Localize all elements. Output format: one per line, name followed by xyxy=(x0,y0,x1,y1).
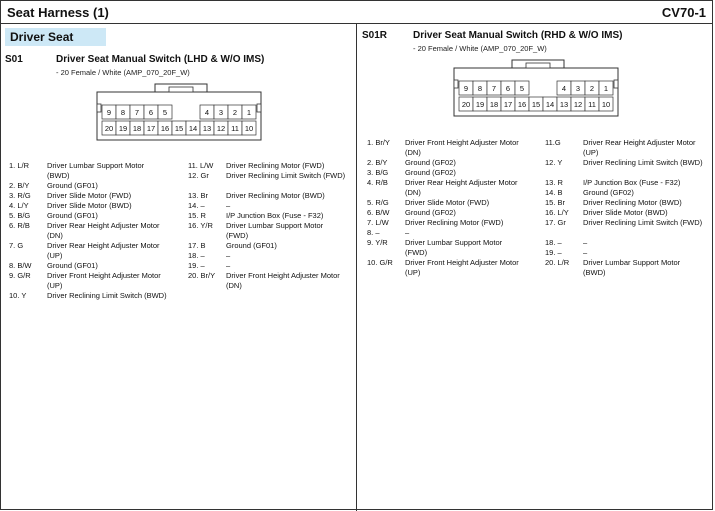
pin-label: 8 xyxy=(120,108,126,117)
column-divider xyxy=(356,24,357,511)
pin-number: 17. Gr xyxy=(545,218,566,227)
pin-label: 9 xyxy=(463,84,469,93)
pin-row xyxy=(367,168,542,178)
pin-description: Driver Lumbar Support Motor (BWD) xyxy=(47,161,145,180)
pin-label: 7 xyxy=(491,84,497,93)
pin-label: 3 xyxy=(575,84,581,93)
pin-row xyxy=(367,158,542,168)
pin-description: Driver Rear Height Adjuster Motor (UP) xyxy=(583,138,696,157)
pin-label: 16 xyxy=(517,100,527,109)
pin-number: 2. B/Y xyxy=(9,181,30,190)
pin-description: Ground (GF02) xyxy=(583,188,634,197)
pin-row xyxy=(9,211,184,221)
pin-row xyxy=(188,241,356,251)
pin-row xyxy=(188,261,356,271)
pin-number: 19. – xyxy=(545,248,562,257)
pin-number: 9. G/R xyxy=(9,271,31,280)
connector-diagram-s01 xyxy=(95,82,265,142)
pin-number: 9. Y/R xyxy=(367,238,388,247)
connector-notch xyxy=(614,80,618,88)
pin-description: Driver Reclining Motor (BWD) xyxy=(583,198,682,207)
pin-label: 1 xyxy=(246,108,252,117)
pin-label: 5 xyxy=(519,84,525,93)
pin-row xyxy=(545,258,713,278)
pin-list-s01r-right xyxy=(545,138,713,278)
pin-label: 16 xyxy=(160,124,170,133)
pin-description: Driver Reclining Motor (FWD) xyxy=(405,218,504,227)
pin-description: Driver Front Height Adjuster Motor (UP) xyxy=(47,271,161,290)
pin-label: 15 xyxy=(174,124,184,133)
pin-number: 13. R xyxy=(545,178,563,187)
pin-label: 9 xyxy=(106,108,112,117)
pin-description: Driver Slide Motor (FWD) xyxy=(405,198,490,207)
pin-row xyxy=(9,241,184,261)
pin-label: 17 xyxy=(503,100,513,109)
pin-row xyxy=(545,158,713,178)
pin-row xyxy=(367,178,542,198)
pin-row xyxy=(545,138,713,158)
pin-row xyxy=(367,198,542,208)
connector-title-s01r: Driver Seat Manual Switch (RHD & W/O IMS) xyxy=(413,30,623,41)
pin-number: 16. Y/R xyxy=(188,221,213,230)
pin-label: 6 xyxy=(148,108,154,117)
pin-number: 15. R xyxy=(188,211,206,220)
pin-description: Ground (GF01) xyxy=(47,181,98,190)
pin-description: Driver Reclining Limit Switch (BWD) xyxy=(583,158,703,167)
page-code: CV70-1 xyxy=(661,5,706,20)
pin-description: Driver Lumbar Support Motor (BWD) xyxy=(583,258,681,277)
pin-label: 14 xyxy=(188,124,198,133)
pin-number: 5. R/G xyxy=(367,198,389,207)
pin-number: 11. L/W xyxy=(188,161,214,170)
pin-list-s01-right xyxy=(188,161,356,291)
pin-row xyxy=(367,138,542,158)
pin-number: 20. L/R xyxy=(545,258,570,267)
pin-number: 5. B/G xyxy=(9,211,31,220)
pin-number: 2. B/Y xyxy=(367,158,388,167)
page-header xyxy=(0,0,713,24)
pin-description: Driver Reclining Limit Switch (FWD) xyxy=(226,171,346,180)
pin-description: Ground (GF02) xyxy=(405,158,456,167)
pin-description: Driver Slide Motor (BWD) xyxy=(583,208,668,217)
pin-number: 12. Gr xyxy=(188,171,209,180)
pin-number: 17. B xyxy=(188,241,206,250)
pin-description: Driver Lumbar Support Motor (FWD) xyxy=(405,238,503,257)
pin-row xyxy=(188,221,356,241)
pin-number: 4. R/B xyxy=(367,178,388,187)
pin-label: 6 xyxy=(505,84,511,93)
pin-row xyxy=(188,201,356,211)
pin-row xyxy=(188,161,356,171)
connector-id-s01: S01 xyxy=(5,54,23,65)
pin-label: 10 xyxy=(244,124,254,133)
pin-label: 20 xyxy=(104,124,114,133)
pin-list-s01-left xyxy=(9,161,184,311)
pin-row xyxy=(9,161,184,181)
connector-notch xyxy=(257,104,261,112)
pin-description: – xyxy=(226,261,231,270)
pin-label: 18 xyxy=(132,124,142,133)
pin-number: 20. Br/Y xyxy=(188,271,216,280)
connector-id-s01r: S01R xyxy=(362,30,388,41)
pin-description: Driver Reclining Limit Switch (BWD) xyxy=(47,291,167,300)
pin-label: 2 xyxy=(589,84,595,93)
pin-number: 4. L/Y xyxy=(9,201,29,210)
pin-label: 12 xyxy=(216,124,226,133)
connector-latch-tab xyxy=(526,63,550,68)
pin-number: 1. L/R xyxy=(9,161,30,170)
pin-label: 13 xyxy=(559,100,569,109)
pin-number: 3. R/G xyxy=(9,191,31,200)
pin-row xyxy=(367,208,542,218)
pin-label: 4 xyxy=(204,108,210,117)
pin-description: Driver Front Height Adjuster Motor (DN) xyxy=(405,138,519,157)
pin-description: I/P Junction Box (Fuse - F32) xyxy=(226,211,324,220)
pin-row xyxy=(367,258,542,278)
pin-number: 7. G xyxy=(9,241,24,250)
pin-number: 6. B/W xyxy=(367,208,390,217)
pin-description: Ground (GF02) xyxy=(405,208,456,217)
connector-notch xyxy=(454,80,458,88)
pin-number: 18. – xyxy=(188,251,205,260)
pin-label: 1 xyxy=(603,84,609,93)
pin-number: 1. Br/Y xyxy=(367,138,390,147)
pin-number: 19. – xyxy=(188,261,205,270)
pin-description: Driver Reclining Motor (BWD) xyxy=(226,191,325,200)
pin-description: Driver Lumbar Support Motor (FWD) xyxy=(226,221,324,240)
pin-row xyxy=(545,248,713,258)
pin-row xyxy=(188,211,356,221)
connector-diagram-s01r xyxy=(452,58,622,118)
pin-description: – xyxy=(226,251,231,260)
pin-description: – xyxy=(405,228,410,237)
pin-label: 8 xyxy=(477,84,483,93)
pin-number: 12. Y xyxy=(545,158,563,167)
pin-description: Ground (GF02) xyxy=(405,168,456,177)
pin-label: 3 xyxy=(218,108,224,117)
pin-number: 18. – xyxy=(545,238,562,247)
section-label: Driver Seat xyxy=(5,28,106,46)
pin-number: 13. Br xyxy=(188,191,209,200)
pin-description: I/P Junction Box (Fuse - F32) xyxy=(583,178,681,187)
pin-label: 15 xyxy=(531,100,541,109)
pin-row xyxy=(9,221,184,241)
pin-label: 19 xyxy=(118,124,128,133)
pin-description: – xyxy=(226,201,231,210)
pin-label: 11 xyxy=(231,124,239,133)
pin-number: 6. R/B xyxy=(9,221,30,230)
pin-row xyxy=(188,271,356,291)
pin-row xyxy=(188,171,356,191)
pin-row xyxy=(545,188,713,198)
pin-label: 14 xyxy=(545,100,555,109)
connector-latch-tab xyxy=(169,87,193,92)
pin-row xyxy=(188,251,356,261)
pin-row xyxy=(9,181,184,191)
pin-label: 18 xyxy=(489,100,499,109)
pin-number: 8. – xyxy=(367,228,380,237)
pin-label: 2 xyxy=(232,108,238,117)
connector-subtitle-s01: - 20 Female / White (AMP_070_20F_W) xyxy=(56,68,190,77)
pin-number: 10. G/R xyxy=(367,258,393,267)
pin-description: Ground (GF01) xyxy=(47,211,98,220)
pin-description: Driver Rear Height Adjuster Motor (DN) xyxy=(47,221,160,240)
pin-description: Ground (GF01) xyxy=(226,241,277,250)
pin-number: 7. L/W xyxy=(367,218,389,227)
pin-description: Driver Rear Height Adjuster Motor (UP) xyxy=(47,241,160,260)
pin-label: 17 xyxy=(146,124,156,133)
pin-label: 13 xyxy=(202,124,212,133)
pin-row xyxy=(9,271,184,291)
pin-description: – xyxy=(583,238,588,247)
pin-number: 16. L/Y xyxy=(545,208,569,217)
pin-number: 10. Y xyxy=(9,291,27,300)
pin-number: 11.G xyxy=(545,138,561,147)
pin-row xyxy=(367,238,542,258)
pin-number: 14. – xyxy=(188,201,205,210)
pin-row xyxy=(545,238,713,248)
connector-title-s01: Driver Seat Manual Switch (LHD & W/O IMS) xyxy=(56,54,265,65)
pin-label: 20 xyxy=(461,100,471,109)
pin-row xyxy=(545,198,713,208)
pin-description: Driver Reclining Limit Switch (FWD) xyxy=(583,218,703,227)
pin-description: – xyxy=(583,248,588,257)
pin-list-s01r-left xyxy=(367,138,542,278)
pin-row xyxy=(9,201,184,211)
pin-row xyxy=(188,191,356,201)
pin-description: Driver Front Height Adjuster Motor (DN) xyxy=(226,271,340,290)
pin-label: 7 xyxy=(134,108,140,117)
connector-notch xyxy=(97,104,101,112)
connector-subtitle-s01r: - 20 Female / White (AMP_070_20F_W) xyxy=(413,44,547,53)
pin-row xyxy=(9,291,184,311)
pin-description: Driver Slide Motor (FWD) xyxy=(47,191,132,200)
pin-row xyxy=(545,208,713,218)
pin-description: Driver Reclining Motor (FWD) xyxy=(226,161,325,170)
pin-label: 10 xyxy=(601,100,611,109)
pin-row xyxy=(545,178,713,188)
pin-number: 8. B/W xyxy=(9,261,32,270)
pin-description: Driver Rear Height Adjuster Motor (DN) xyxy=(405,178,518,197)
pin-row xyxy=(9,261,184,271)
pin-description: Ground (GF01) xyxy=(47,261,98,270)
pin-label: 4 xyxy=(561,84,567,93)
pin-label: 12 xyxy=(573,100,583,109)
pin-number: 14. B xyxy=(545,188,563,197)
pin-label: 11 xyxy=(588,100,596,109)
page-title: Seat Harness (1) xyxy=(7,5,109,20)
pin-label: 19 xyxy=(475,100,485,109)
pin-description: Driver Front Height Adjuster Motor (UP) xyxy=(405,258,519,277)
pin-row xyxy=(367,228,542,238)
pin-number: 3. B/G xyxy=(367,168,389,177)
pin-number: 15. Br xyxy=(545,198,566,207)
pin-row xyxy=(9,191,184,201)
pin-row xyxy=(545,218,713,238)
pin-row xyxy=(367,218,542,228)
pin-label: 5 xyxy=(162,108,168,117)
pin-description: Driver Slide Motor (BWD) xyxy=(47,201,132,210)
